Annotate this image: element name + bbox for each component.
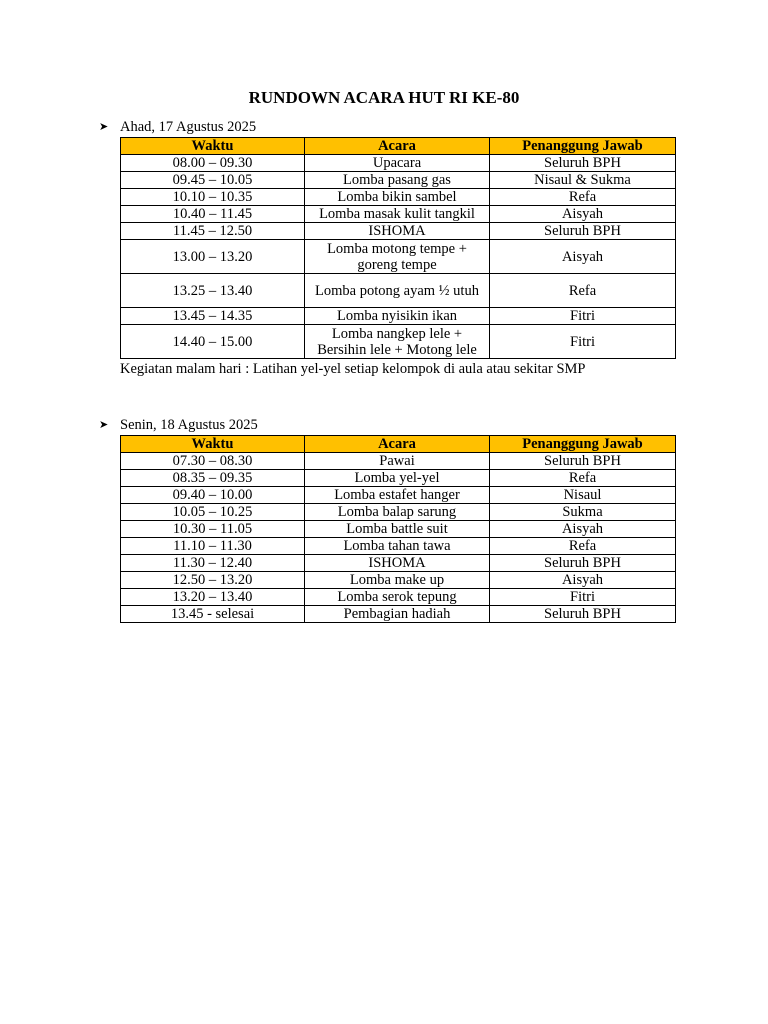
table-row (121, 308, 676, 325)
time-cell: 10.30 – 11.05 (121, 521, 305, 538)
day2-heading (99, 416, 258, 434)
header-pic: Penanggung Jawab (490, 138, 676, 155)
table-header-row (121, 436, 676, 453)
event-cell: Lomba serok tepung (305, 589, 490, 606)
event-cell: Lomba bikin sambel (305, 189, 490, 206)
time-cell: 13.45 - selesai (121, 606, 305, 623)
pic-cell: Refa (490, 189, 676, 206)
time-cell: 11.10 – 11.30 (121, 538, 305, 555)
table-row (121, 538, 676, 555)
day1-heading (99, 118, 256, 136)
event-cell: Pembagian hadiah (305, 606, 490, 623)
table-row (121, 240, 676, 274)
header-event: Acara (305, 436, 490, 453)
time-cell: 13.25 – 13.40 (121, 274, 305, 308)
event-cell: Lomba estafet hanger (305, 487, 490, 504)
pic-cell: Seluruh BPH (490, 606, 676, 623)
event-cell: Lomba potong ayam ½ utuh (305, 274, 490, 308)
arrowhead-bullet-icon: ➤ (99, 121, 109, 133)
header-event: Acara (305, 138, 490, 155)
event-cell: ISHOMA (305, 223, 490, 240)
time-cell: 11.30 – 12.40 (121, 555, 305, 572)
arrowhead-bullet-icon: ➤ (99, 419, 109, 431)
header-time: Waktu (121, 436, 305, 453)
event-cell: Lomba motong tempe + goreng tempe (305, 240, 490, 274)
event-cell: Lomba tahan tawa (305, 538, 490, 555)
table-row (121, 155, 676, 172)
time-cell: 13.00 – 13.20 (121, 240, 305, 274)
pic-cell: Aisyah (490, 240, 676, 274)
page-title: RUNDOWN ACARA HUT RI KE-80 (248, 88, 520, 107)
table-row (121, 521, 676, 538)
time-cell: 12.50 – 13.20 (121, 572, 305, 589)
pic-cell: Seluruh BPH (490, 453, 676, 470)
table-row (121, 223, 676, 240)
table-row (121, 189, 676, 206)
pic-cell: Sukma (490, 504, 676, 521)
table-row (121, 172, 676, 189)
table-row (121, 589, 676, 606)
pic-cell: Fitri (490, 325, 676, 359)
pic-cell: Nisaul (490, 487, 676, 504)
evening-note: Kegiatan malam hari : Latihan yel-yel setiap kelompok di aula atau sekitar SMP (120, 361, 586, 377)
table-row (121, 555, 676, 572)
event-cell: Lomba battle suit (305, 521, 490, 538)
pic-cell: Aisyah (490, 572, 676, 589)
pic-cell: Aisyah (490, 206, 676, 223)
time-cell: 08.00 – 09.30 (121, 155, 305, 172)
pic-cell: Fitri (490, 589, 676, 606)
event-cell: ISHOMA (305, 555, 490, 572)
time-cell: 13.45 – 14.35 (121, 308, 305, 325)
table-row (121, 487, 676, 504)
time-cell: 13.20 – 13.40 (121, 589, 305, 606)
pic-cell: Seluruh BPH (490, 155, 676, 172)
day1-table (120, 137, 676, 359)
event-cell: Lomba yel-yel (305, 470, 490, 487)
pic-cell: Fitri (490, 308, 676, 325)
time-cell: 09.40 – 10.00 (121, 487, 305, 504)
time-cell: 10.05 – 10.25 (121, 504, 305, 521)
pic-cell: Refa (490, 274, 676, 308)
pic-cell: Refa (490, 470, 676, 487)
day1-label: Ahad, 17 Agustus 2025 (120, 119, 257, 135)
time-cell: 10.10 – 10.35 (121, 189, 305, 206)
time-cell: 11.45 – 12.50 (121, 223, 305, 240)
pic-cell: Nisaul & Sukma (490, 172, 676, 189)
table-row (121, 470, 676, 487)
table-row (121, 504, 676, 521)
time-cell: 07.30 – 08.30 (121, 453, 305, 470)
event-cell: Lomba pasang gas (305, 172, 490, 189)
event-cell: Lomba nangkep lele + Bersihin lele + Motong lele (305, 325, 490, 359)
table-header-row (121, 138, 676, 155)
event-cell: Lomba make up (305, 572, 490, 589)
event-cell: Pawai (305, 453, 490, 470)
table-row (121, 572, 676, 589)
pic-cell: Aisyah (490, 521, 676, 538)
table-row (121, 274, 676, 308)
day2-label: Senin, 18 Agustus 2025 (120, 417, 258, 433)
table-row (121, 325, 676, 359)
pic-cell: Seluruh BPH (490, 223, 676, 240)
event-cell: Lomba masak kulit tangkil (305, 206, 490, 223)
pic-cell: Seluruh BPH (490, 555, 676, 572)
time-cell: 14.40 – 15.00 (121, 325, 305, 359)
event-cell: Lomba nyisikin ikan (305, 308, 490, 325)
day2-table (120, 435, 676, 623)
header-time: Waktu (121, 138, 305, 155)
event-cell: Upacara (305, 155, 490, 172)
event-cell: Lomba balap sarung (305, 504, 490, 521)
table-row (121, 453, 676, 470)
pic-cell: Refa (490, 538, 676, 555)
time-cell: 10.40 – 11.45 (121, 206, 305, 223)
table-row (121, 606, 676, 623)
time-cell: 09.45 – 10.05 (121, 172, 305, 189)
header-pic: Penanggung Jawab (490, 436, 676, 453)
time-cell: 08.35 – 09.35 (121, 470, 305, 487)
table-row (121, 206, 676, 223)
